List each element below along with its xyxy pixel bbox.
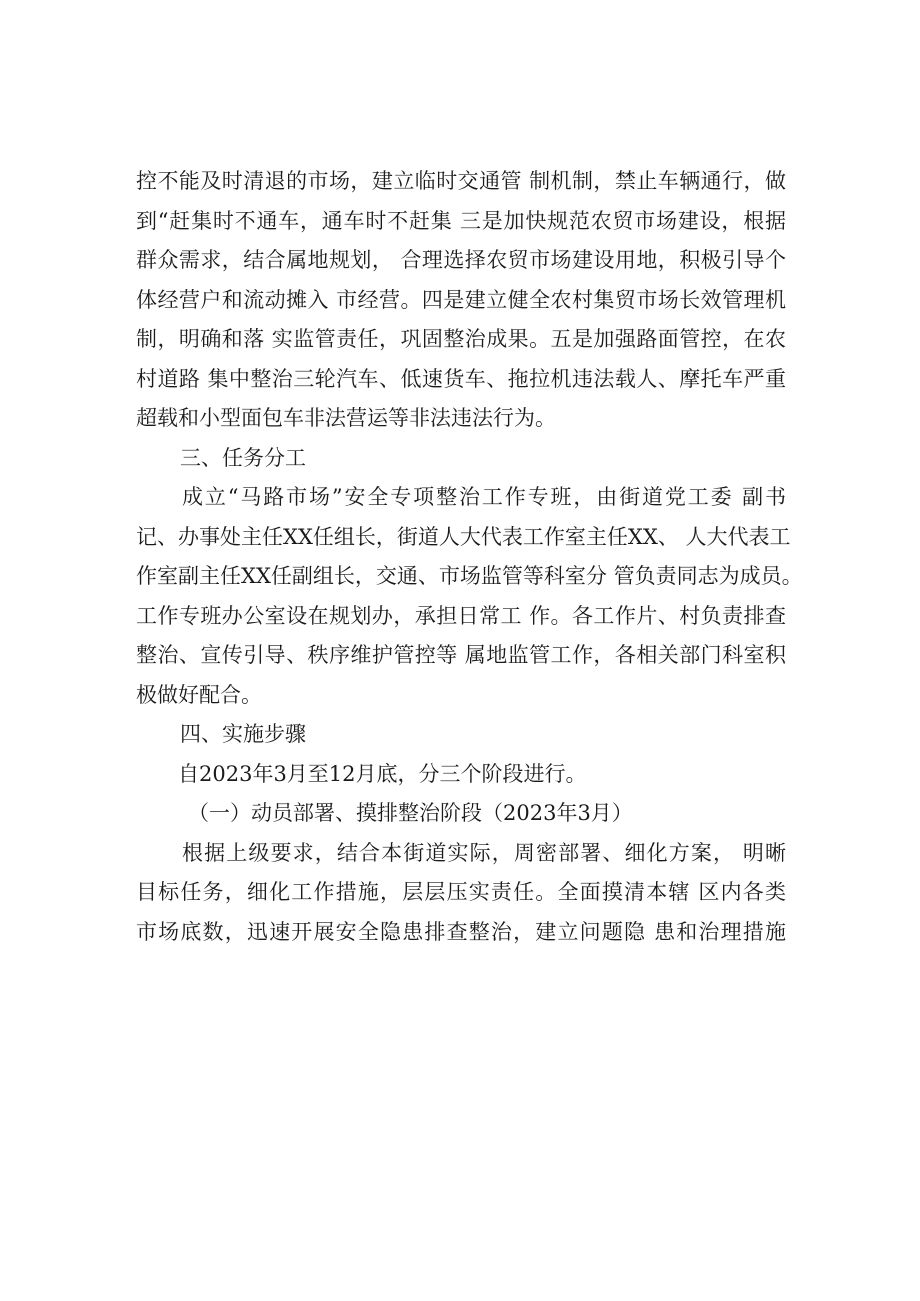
- document-body: [136, 162, 803, 952]
- text-line: 成立“马路市场”安全专项整治工作专班，由街道党工委 副书: [182, 485, 786, 509]
- text-line: 极做好配合。: [136, 682, 262, 707]
- text-line: 到“赶集时不通车，通车时不赶集 三是加快规范农贸市场建设，根据: [136, 208, 786, 233]
- subsection-heading: （一）动员部署、摸排整治阶段（2023年3月）: [188, 801, 633, 825]
- text-line: 整治、宣传引导、秩序维护管控等 属地监管工作，各相关部门科室积: [136, 643, 786, 667]
- section-heading: 四、实施步骤: [180, 722, 306, 746]
- text-line: 群众需求，结合属地规划， 合理选择农贸市场建设用地，积极引导个: [136, 248, 786, 272]
- section-heading: 三、任务分工: [180, 445, 306, 470]
- text-line: 市场底数，迅速开展安全隐患排查整治，建立问题隐 患和治理措施: [136, 919, 786, 944]
- text-line: 控不能及时清退的市场，建立临时交通管 制机制，禁止车辆通行，做: [136, 169, 786, 193]
- text-line: 制，明确和落 实监管责任，巩固整治成果。五是加强路面管控，在农: [136, 327, 786, 351]
- text-line: 体经营户和流动摊入 市经营。四是建立健全农村集贸市场长效管理机: [136, 287, 786, 312]
- text-line: 作室副主任XX任副组长，交通、市场监管等科室分 管负责同志为成员。: [136, 564, 803, 588]
- text-line: 根据上级要求，结合本街道实际，周密部署、细化方案， 明晰: [182, 840, 786, 865]
- text-line: 目标任务，细化工作措施，层层压实责任。全面摸清本辖 区内各类: [136, 880, 786, 904]
- text-line: 超载和小型面包车非法营运等非法违法行为。: [136, 406, 556, 430]
- text-line: 记、办事处主任XX任组长，街道人大代表工作室主任XX、 人大代表工: [136, 524, 791, 549]
- text-line: 村道路 集中整治三轮汽车、低速货车、拖拉机违法载人、摩托车严重: [136, 366, 786, 391]
- text-line: 工作专班办公室设在规划办，承担日常工 作。各工作片、村负责排查: [136, 603, 786, 628]
- text-line: 自2023年3月至12月底，分三个阶段进行。: [178, 761, 587, 786]
